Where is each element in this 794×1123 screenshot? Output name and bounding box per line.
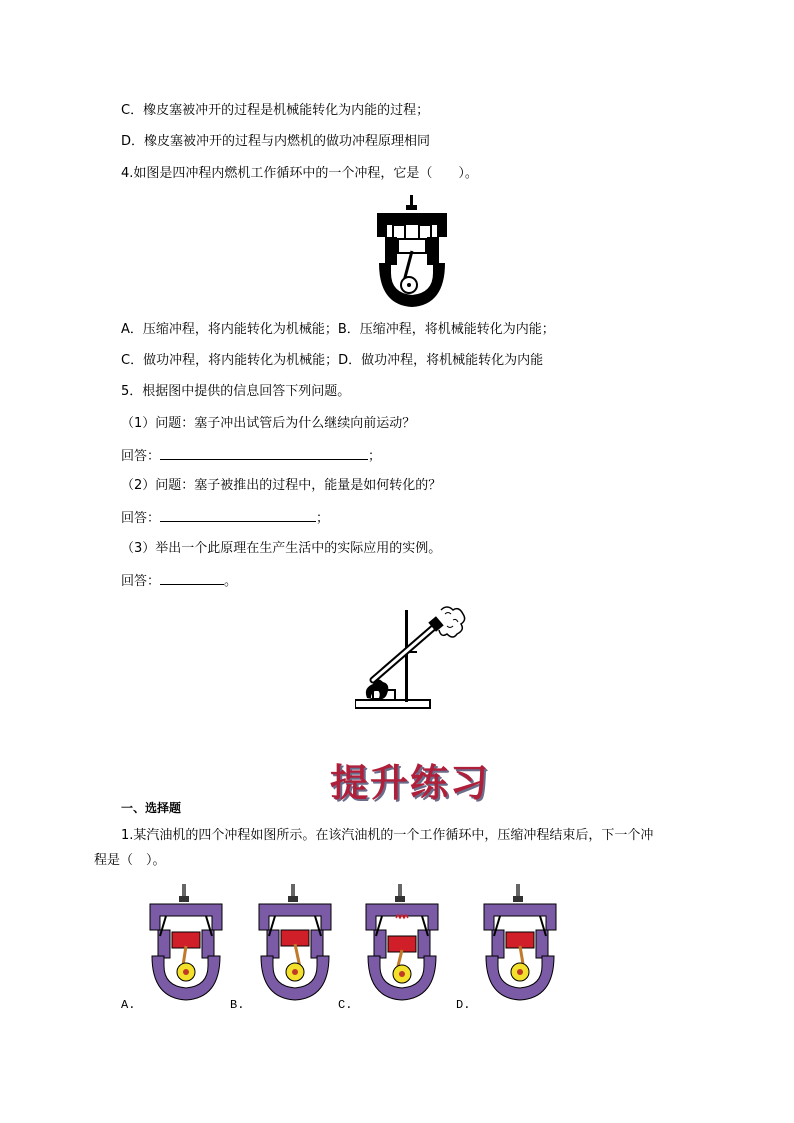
answer-end: 。 (224, 574, 238, 589)
answer-blank-2[interactable] (160, 509, 316, 522)
section-heading: 一、选择题 (121, 801, 182, 815)
answer-1 (121, 447, 381, 465)
question-4: 4.如图是四冲程内燃机工作循环中的一个冲程，它是（ ）。 (121, 166, 478, 181)
engine-stroke-c (362, 884, 442, 1004)
answer-end: ； (368, 449, 382, 464)
option-b-label: B. (230, 998, 245, 1012)
option-c-q3: C．橡皮塞被冲开的过程是机械能转化为内能的过程； (121, 103, 430, 118)
answer-2 (121, 509, 329, 527)
engine-diagram-q4 (373, 195, 451, 313)
answer-blank-3[interactable] (160, 572, 224, 585)
option-d-q3: D．橡皮塞被冲开的过程与内燃机的做功冲程原理相同 (121, 134, 431, 149)
question-5-3: （3）举出一个此原理在生产生活中的实际应用的实例。 (121, 541, 442, 556)
section-title: 提升练习 (330, 760, 491, 805)
options-q4-cd: C．做功冲程，将内能转化为机械能；D．做功冲程，将机械能转化为内能 (121, 353, 544, 368)
answer-label: 回答： (121, 574, 161, 589)
engine-stroke-a (146, 884, 226, 1004)
answer-label: 回答： (121, 511, 161, 526)
question-1-line-2: 程是（ ）。 (94, 853, 166, 868)
test-tube-experiment (355, 600, 467, 712)
question-5-1: （1）问题：塞子冲出试管后为什么继续向前运动？ (121, 416, 416, 431)
option-d-label: D. (456, 998, 471, 1012)
question-5: 5．根据图中提供的信息回答下列问题。 (121, 384, 351, 399)
engine-stroke-b (255, 884, 335, 1004)
option-a-label: A. (121, 998, 136, 1012)
question-1-line-1: 1.某汽油机的四个冲程如图所示。在该汽油机的一个工作循环中，压缩冲程结束后，下一个冲 (121, 828, 654, 843)
answer-blank-1[interactable] (160, 447, 368, 460)
question-5-2: （2）问题：塞子被推出的过程中，能量是如何转化的？ (121, 478, 442, 493)
answer-label: 回答： (121, 449, 161, 464)
engine-stroke-d (480, 884, 560, 1004)
answer-3 (121, 572, 237, 590)
answer-end: ； (316, 511, 330, 526)
options-q4-ab: A．压缩冲程，将内能转化为机械能；B．压缩冲程，将机械能转化为内能； (121, 322, 555, 337)
option-c-label: C. (338, 998, 353, 1012)
